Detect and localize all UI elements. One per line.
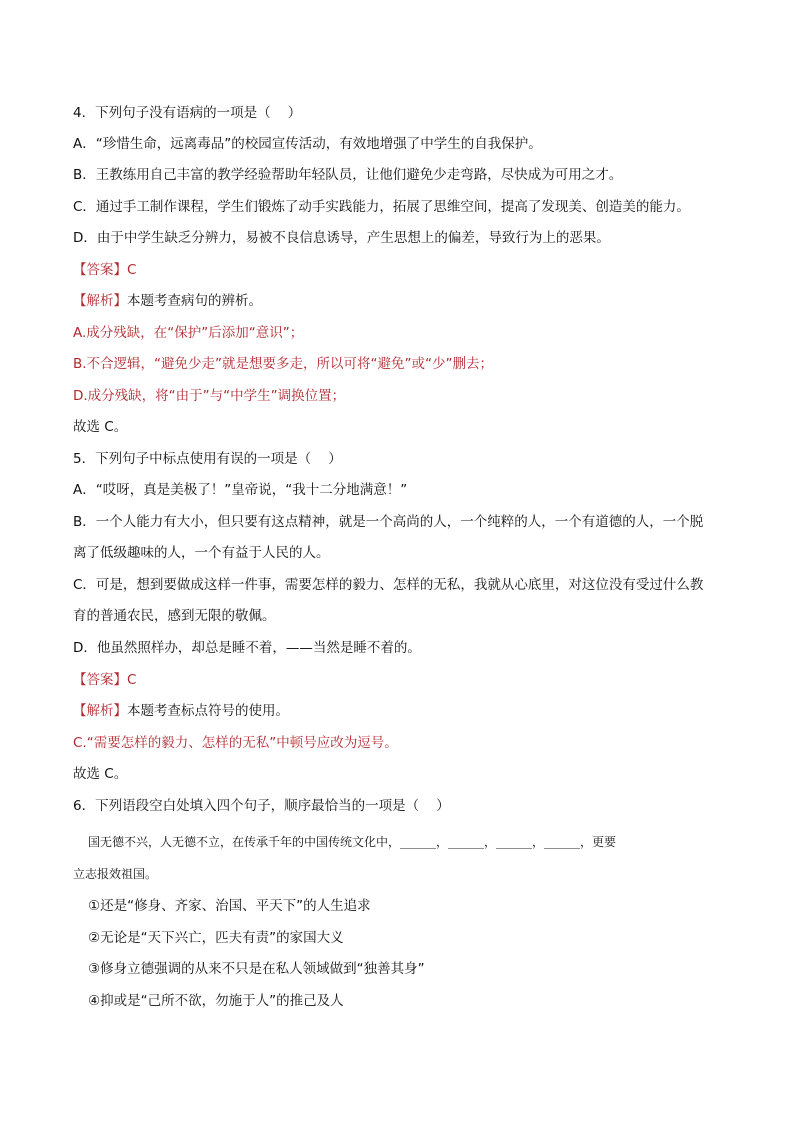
q4-note-b: B.不合逻辑，“避免少走”就是想要多走，所以可将“避免”或“少”删去； — [73, 356, 494, 372]
q6-question: 6．下列语段空白处填入四个句子，顺序最恰当的一项是（ ） — [73, 798, 450, 814]
q4-option-a: A．“珍惜生命，远离毒品”的校园宣传活动，有效地增强了中学生的自我保护。 — [73, 136, 542, 152]
q5-option-d: D．他虽然照样办，却总是睡不着，——当然是睡不着的。 — [73, 640, 421, 656]
q5-conclusion: 故选 C。 — [73, 766, 128, 782]
q5-question: 5．下列句子中标点使用有误的一项是（ ） — [73, 451, 342, 467]
q4-analysis-line — [73, 292, 262, 310]
q5-answer-line — [73, 671, 136, 689]
q5-note-c: C.“需要怎样的毅力、怎样的无私”中顿号应改为逗号。 — [73, 735, 398, 751]
q5-answer-tag: 【答案】 — [73, 672, 127, 688]
q5-option-c-line2: 育的普通农民，感到无限的敬佩。 — [73, 608, 276, 624]
q6-passage-line1: 国无德不兴，人无德不立，在传承千年的中国传统文化中，______，______，______，______，更要 — [88, 835, 617, 849]
q4-option-b: B．王教练用自己丰富的教学经验帮助年轻队员，让他们避免少走弯路，尽快成为可用之才。 — [73, 167, 623, 183]
q4-option-d: D．由于中学生缺乏分辨力，易被不良信息诱导，产生思想上的偏差，导致行为上的恶果。 — [73, 230, 610, 246]
q4-question: 4．下列句子没有语病的一项是（ ） — [73, 105, 302, 121]
q5-analysis-text: 本题考查标点符号的使用。 — [127, 703, 289, 719]
q5-answer-value: C — [127, 672, 137, 688]
q5-option-c-line1: C．可是，想到要做成这样一件事，需要怎样的毅力、怎样的无私，我就从心底里，对这位没有受过什么教 — [73, 577, 704, 593]
q4-answer-line — [73, 261, 136, 279]
q5-analysis-line — [73, 702, 289, 720]
q4-option-c: C．通过手工制作课程，学生们锻炼了动手实践能力，拓展了思维空间，提高了发现美、创造美的能力。 — [73, 199, 690, 215]
q6-passage-line2: 立志报效祖国。 — [73, 867, 158, 881]
q6-item-4: ④抑或是“己所不欲，勿施于人”的推己及人 — [88, 993, 344, 1009]
q6-item-2: ②无论是“天下兴亡，匹夫有责”的家国大义 — [88, 930, 344, 946]
q4-conclusion: 故选 C。 — [73, 419, 128, 435]
q4-note-d: D.成分残缺，将“由于”与“中学生”调换位置； — [73, 388, 346, 404]
q4-analysis-text: 本题考查病句的辨析。 — [127, 293, 262, 309]
q4-analysis-tag: 【解析】 — [73, 293, 127, 309]
q5-option-b-line1: B．一个人能力有大小，但只要有这点精神，就是一个高尚的人，一个纯粹的人，一个有道德的人，一个脱 — [73, 514, 704, 530]
q5-analysis-tag: 【解析】 — [73, 703, 127, 719]
q5-option-a: A．“哎呀，真是美极了！”皇帝说，“我十二分地满意！” — [73, 482, 408, 498]
q4-answer-tag: 【答案】 — [73, 262, 127, 278]
q4-note-a: A.成分残缺，在“保护”后添加“意识”； — [73, 325, 304, 341]
q6-item-3: ③修身立德强调的从来不只是在私人领域做到“独善其身” — [88, 961, 425, 977]
q6-item-1: ①还是“修身、齐家、治国、平天下”的人生追求 — [88, 898, 371, 914]
q5-option-b-line2: 离了低级趣味的人，一个有益于人民的人。 — [73, 545, 330, 561]
q4-answer-value: C — [127, 262, 137, 278]
